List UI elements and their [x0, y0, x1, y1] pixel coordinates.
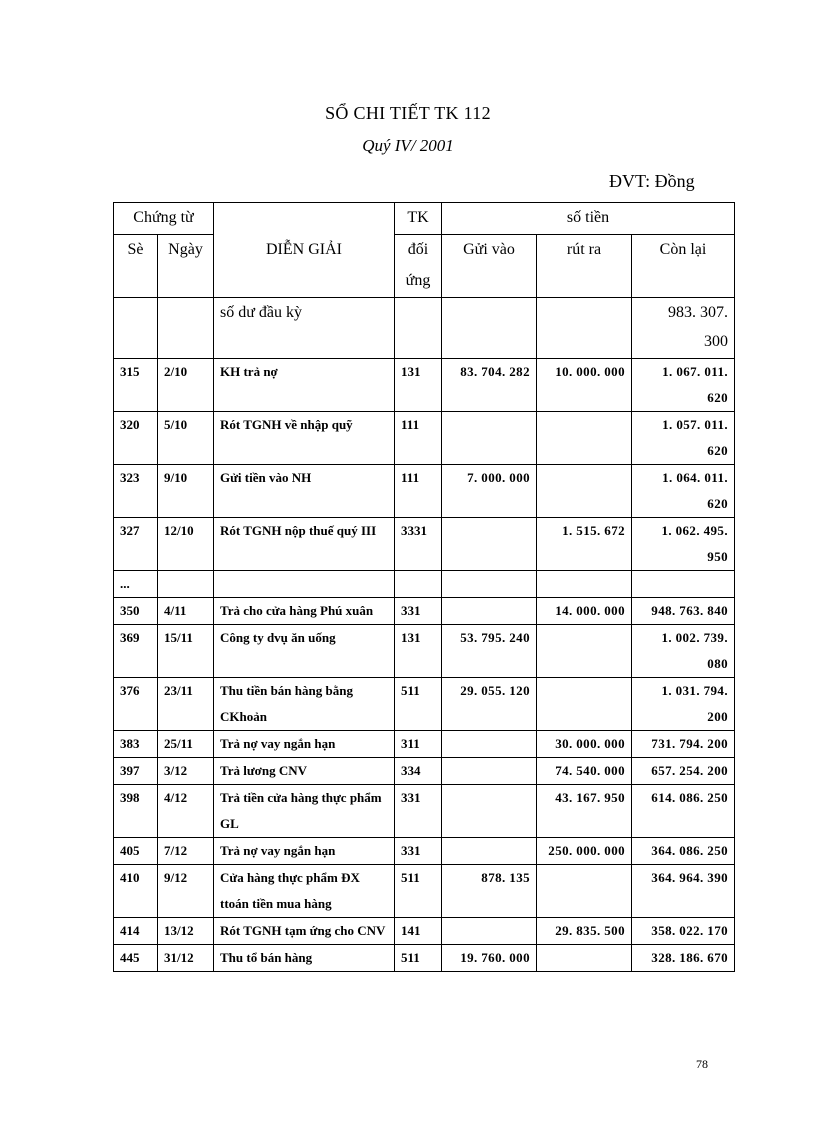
cell-so: 327 [114, 518, 158, 571]
cell-dien-giai: Rót TGNH nộp thuế quý III [214, 518, 395, 571]
opening-con-lai-part-1: 983. 307. [668, 304, 728, 321]
header-ngay: Ngày [158, 235, 214, 298]
opening-balance-row [114, 298, 735, 359]
header-gui-vao: Gửi vào [442, 235, 537, 298]
cell-tk: 131 [395, 359, 442, 412]
cell-rut-ra: 10. 000. 000 [537, 359, 632, 412]
cell-rut-ra [537, 412, 632, 465]
cell-tk [395, 571, 442, 598]
cell-ngay: 15/11 [158, 625, 214, 678]
cell-dien-giai: Trả nợ vay ngắn hạn [214, 731, 395, 758]
cell-tk: 511 [395, 678, 442, 731]
cell-rut-ra: 1. 515. 672 [537, 518, 632, 571]
cell-dien-giai: Thu tiền bán hàng bằng CKhoản [214, 678, 395, 731]
cell-ngay: 25/11 [158, 731, 214, 758]
cell-gui-vao [442, 918, 537, 945]
cell-ngay: 5/10 [158, 412, 214, 465]
header-tk-3: ứng [395, 266, 442, 298]
cell-ngay: 4/12 [158, 785, 214, 838]
cell-so: 383 [114, 731, 158, 758]
cell-ngay [158, 571, 214, 598]
cell-ngay: 7/12 [158, 838, 214, 865]
cell-gui-vao [442, 731, 537, 758]
cell-tk: 331 [395, 598, 442, 625]
header-so: Sè [114, 235, 158, 298]
table-row [114, 758, 735, 785]
cell-ngay: 23/11 [158, 678, 214, 731]
cell-ngay: 31/12 [158, 945, 214, 972]
cell-gui-vao: 53. 795. 240 [442, 625, 537, 678]
cell-dien-giai: KH trả nợ [214, 359, 395, 412]
cell-dien-giai: Trả nợ vay ngắn hạn [214, 838, 395, 865]
cell-rut-ra: 43. 167. 950 [537, 785, 632, 838]
cell-gui-vao: 878. 135 [442, 865, 537, 918]
cell-dien-giai: Thu tổ bán hàng [214, 945, 395, 972]
table-row [114, 918, 735, 945]
cell-gui-vao: 19. 760. 000 [442, 945, 537, 972]
table-row [114, 625, 735, 678]
cell-tk: 331 [395, 838, 442, 865]
header-tk-2: đối [395, 235, 442, 267]
cell-gui-vao [442, 518, 537, 571]
cell-dien-giai: Cửa hàng thực phẩm ĐX ttoán tiền mua hàng [214, 865, 395, 918]
cell-con-lai: 1. 057. 011. 620 [632, 412, 735, 465]
cell-con-lai: 1. 031. 794. 200 [632, 678, 735, 731]
table-row [114, 945, 735, 972]
cell-rut-ra [537, 678, 632, 731]
cell-con-lai: 1. 002. 739. 080 [632, 625, 735, 678]
cell-gui-vao: 83. 704. 282 [442, 359, 537, 412]
cell-tk: 131 [395, 625, 442, 678]
cell-con-lai: 358. 022. 170 [632, 918, 735, 945]
opening-ngay [158, 298, 214, 359]
cell-ngay: 3/12 [158, 758, 214, 785]
cell-so: 410 [114, 865, 158, 918]
header-dien-giai: DIỄN GIẢI [214, 203, 395, 298]
cell-con-lai: 1. 064. 011. 620 [632, 465, 735, 518]
cell-so: ... [114, 571, 158, 598]
cell-tk: 334 [395, 758, 442, 785]
cell-gui-vao: 29. 055. 120 [442, 678, 537, 731]
cell-ngay: 9/10 [158, 465, 214, 518]
cell-gui-vao [442, 412, 537, 465]
cell-rut-ra: 29. 835. 500 [537, 918, 632, 945]
cell-con-lai: 614. 086. 250 [632, 785, 735, 838]
cell-ngay: 9/12 [158, 865, 214, 918]
cell-tk: 511 [395, 945, 442, 972]
table-row [114, 465, 735, 518]
cell-so: 405 [114, 838, 158, 865]
cell-con-lai [632, 571, 735, 598]
cell-tk: 3331 [395, 518, 442, 571]
cell-so: 350 [114, 598, 158, 625]
header-rut-ra: rút ra [537, 235, 632, 298]
cell-gui-vao [442, 571, 537, 598]
cell-tk: 511 [395, 865, 442, 918]
cell-dien-giai: Trả cho cửa hàng Phú xuân [214, 598, 395, 625]
table-row [114, 518, 735, 571]
opening-con-lai-part-2: 300 [704, 333, 728, 350]
cell-rut-ra [537, 571, 632, 598]
cell-gui-vao: 7. 000. 000 [442, 465, 537, 518]
table-row [114, 412, 735, 465]
cell-so: 414 [114, 918, 158, 945]
cell-tk: 141 [395, 918, 442, 945]
cell-dien-giai: Trả lương CNV [214, 758, 395, 785]
opening-rut-ra [537, 298, 632, 359]
cell-dien-giai: Công ty dvụ ăn uống [214, 625, 395, 678]
cell-so: 376 [114, 678, 158, 731]
cell-gui-vao [442, 758, 537, 785]
cell-so: 315 [114, 359, 158, 412]
cell-rut-ra: 250. 000. 000 [537, 838, 632, 865]
cell-gui-vao [442, 838, 537, 865]
opening-tk [395, 298, 442, 359]
header-con-lai: Còn lại [632, 235, 735, 298]
cell-tk: 331 [395, 785, 442, 838]
header-chung-tu: Chứng từ [114, 203, 214, 235]
cell-so: 398 [114, 785, 158, 838]
cell-ngay: 12/10 [158, 518, 214, 571]
header-row-2 [114, 235, 735, 267]
cell-so: 320 [114, 412, 158, 465]
cell-dien-giai: Trả tiền cửa hàng thực phẩm GL [214, 785, 395, 838]
ledger-table [113, 202, 735, 972]
cell-rut-ra [537, 625, 632, 678]
cell-rut-ra: 30. 000. 000 [537, 731, 632, 758]
header-row-1 [114, 203, 735, 235]
table-row [114, 865, 735, 918]
cell-con-lai: 948. 763. 840 [632, 598, 735, 625]
cell-tk: 111 [395, 412, 442, 465]
cell-ngay: 2/10 [158, 359, 214, 412]
cell-con-lai: 328. 186. 670 [632, 945, 735, 972]
cell-dien-giai: Rót TGNH tạm ứng cho CNV [214, 918, 395, 945]
cell-dien-giai [214, 571, 395, 598]
table-row [114, 838, 735, 865]
cell-con-lai: 1. 067. 011. 620 [632, 359, 735, 412]
opening-gui-vao [442, 298, 537, 359]
cell-con-lai: 731. 794. 200 [632, 731, 735, 758]
table-row [114, 598, 735, 625]
cell-dien-giai: Rót TGNH về nhập quỹ [214, 412, 395, 465]
cell-rut-ra: 14. 000. 000 [537, 598, 632, 625]
cell-gui-vao [442, 785, 537, 838]
cell-ngay: 4/11 [158, 598, 214, 625]
page-title: SỔ CHI TIẾT TK 112 [325, 103, 491, 123]
table-row [114, 785, 735, 838]
opening-label: số dư đầu kỳ [214, 298, 395, 359]
cell-rut-ra [537, 465, 632, 518]
cell-rut-ra: 74. 540. 000 [537, 758, 632, 785]
cell-tk: 111 [395, 465, 442, 518]
table-row [114, 359, 735, 412]
table-row [114, 678, 735, 731]
cell-tk: 311 [395, 731, 442, 758]
cell-ngay: 13/12 [158, 918, 214, 945]
table-row [114, 731, 735, 758]
cell-rut-ra [537, 865, 632, 918]
cell-rut-ra [537, 945, 632, 972]
currency-unit: ĐVT: Đồng [609, 171, 695, 191]
cell-con-lai: 364. 964. 390 [632, 865, 735, 918]
cell-con-lai: 657. 254. 200 [632, 758, 735, 785]
cell-dien-giai: Gửi tiền vào NH [214, 465, 395, 518]
opening-con-lai [632, 298, 735, 359]
cell-so: 369 [114, 625, 158, 678]
opening-so [114, 298, 158, 359]
cell-con-lai: 1. 062. 495. 950 [632, 518, 735, 571]
cell-so: 397 [114, 758, 158, 785]
cell-so: 323 [114, 465, 158, 518]
cell-so: 445 [114, 945, 158, 972]
cell-gui-vao [442, 598, 537, 625]
page-subtitle: Quý IV/ 2001 [362, 136, 454, 155]
cell-con-lai: 364. 086. 250 [632, 838, 735, 865]
table-row [114, 571, 735, 598]
page-number: 78 [696, 1057, 708, 1071]
header-so-tien: số tiền [442, 203, 735, 235]
header-tk-1: TK [395, 203, 442, 235]
